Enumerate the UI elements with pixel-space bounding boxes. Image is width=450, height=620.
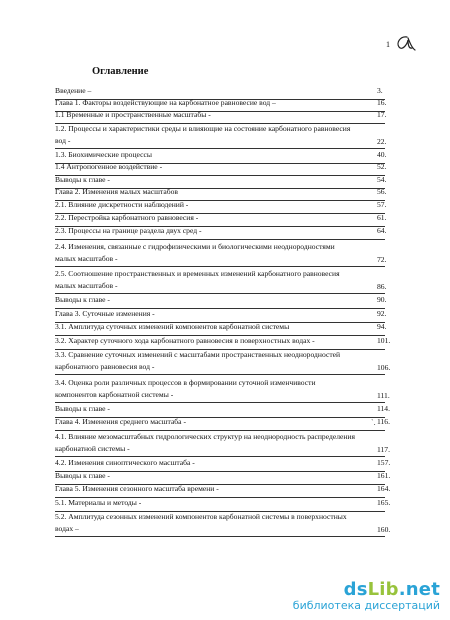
- toc-entry-title: 2.1. Влияние дискретности наблюдений -: [55, 200, 189, 209]
- toc-entry: [55, 241, 387, 265]
- toc-entry: [55, 458, 391, 470]
- toc-heading: Оглавление: [92, 66, 149, 77]
- toc-entry-page: 40.: [377, 150, 387, 159]
- toc-entry: [55, 175, 387, 187]
- toc-entry-page: 90.: [377, 295, 387, 304]
- toc-entry: [55, 471, 391, 483]
- toc-entry-page: 165.: [377, 498, 391, 507]
- toc-entry-page: 16.: [377, 98, 387, 107]
- toc-entry-title: 1.2. Процессы и характеристики среды и влияющие на состояние карбонатного равновесия вод -: [55, 124, 351, 145]
- toc-entry-page: 116.: [377, 417, 391, 426]
- toc-rule: [55, 456, 385, 457]
- toc-rule: [55, 293, 385, 294]
- toc-entry-page: 106.: [377, 363, 391, 372]
- toc-rule: [55, 536, 385, 537]
- page-number: 1: [386, 40, 390, 49]
- toc-entry-page: 117.: [377, 445, 391, 454]
- toc-entry-page: 57.: [377, 200, 387, 209]
- toc-entry-title: 2.3. Процессы на границе раздела двух сред -: [55, 226, 202, 235]
- toc-entry-title: 2.4. Изменения, связанные с гидрофизическими и биологическими неоднородностями малых масштабов -: [55, 242, 335, 263]
- toc-entry: [55, 226, 387, 238]
- toc-entry: [55, 150, 387, 162]
- toc-entry-title: 1.3. Биохимические процессы: [55, 150, 152, 159]
- toc-rule: [55, 402, 385, 403]
- toc-entry-title: 4.1. Влияние мезомасштабных гидрологических структур на неоднородность распределения карбонатной системы -: [55, 432, 355, 453]
- toc-entry-title: Глава 2. Изменения малых масштабов: [55, 187, 178, 196]
- toc-entry-title: 5.1. Материалы и методы -: [55, 498, 142, 507]
- toc-entry-page: 164.: [377, 484, 391, 493]
- toc-entry-title: 5.2. Амплитуда сезонных изменений компонентов карбонатной системы в поверхностных водах –: [55, 512, 347, 533]
- toc-entry-page: 111.: [377, 391, 390, 400]
- watermark: [293, 580, 440, 612]
- toc-entry-page: 160.: [377, 525, 391, 534]
- toc-entry: [55, 417, 391, 429]
- toc-entry: [55, 336, 391, 348]
- toc-entry: [55, 349, 391, 373]
- toc-entry-page: 22.: [377, 137, 387, 146]
- toc-entry: [55, 110, 387, 122]
- toc-entry: [55, 98, 387, 110]
- toc-entry: [55, 404, 391, 416]
- stray-mark: `.: [371, 418, 376, 427]
- toc-rule: [55, 374, 385, 375]
- watermark-subtitle: библиотека диссертаций: [292, 599, 440, 612]
- toc-entry-page: 157.: [377, 458, 391, 467]
- toc-entry: [55, 511, 391, 535]
- toc-entry: [55, 86, 383, 98]
- toc-entry-title: Выводы к главе -: [55, 175, 110, 184]
- toc-entry-page: 72.: [377, 255, 387, 264]
- toc-entry: [55, 498, 391, 510]
- toc-entry-page: 86.: [377, 282, 387, 291]
- toc-entry-page: 17.: [377, 110, 387, 119]
- toc-entry-page: 54.: [377, 175, 387, 184]
- toc-entry-title: 3.1. Амплитуда суточных изменений компонентов карбонатной системы: [55, 322, 290, 331]
- toc-entry-title: Выводы к главе -: [55, 295, 110, 304]
- toc-entry-page: 61.: [377, 213, 387, 222]
- toc-entry-page: 94.: [377, 322, 387, 331]
- toc-entry: [55, 431, 391, 455]
- watermark-logo-lib: Lib: [367, 579, 399, 600]
- watermark-logo-net: .net: [398, 579, 440, 600]
- toc-entry-title: Выводы к главе -: [55, 404, 110, 413]
- toc-entry-title: 2.2. Перестройка карбонатного равновесия -: [55, 213, 199, 222]
- toc-entry: [55, 123, 387, 147]
- toc-entry-title: Глава 4. Изменения среднего масштаба -: [55, 417, 186, 426]
- toc-entry: [55, 322, 387, 334]
- toc-rule: [55, 148, 385, 149]
- toc-entry: [55, 295, 387, 307]
- toc-entry: [55, 187, 387, 199]
- toc-entry: [55, 268, 387, 292]
- toc-entry: [55, 213, 387, 225]
- toc-entry-title: Глава 3. Суточные изменения -: [55, 309, 155, 318]
- toc-entry: [55, 484, 391, 496]
- toc-entry-page: 3.: [377, 86, 383, 95]
- toc-entry: [55, 309, 387, 321]
- toc-entry-title: 4.2. Изменения синоптического масштаба -: [55, 458, 195, 467]
- toc-entry-page: 161.: [377, 471, 391, 480]
- toc-entry-title: Введение –: [55, 86, 92, 95]
- toc-rule: [55, 266, 385, 267]
- toc-entry-title: 1.4 Антропогенное воздействие -: [55, 162, 163, 171]
- toc-entry: [55, 377, 390, 401]
- toc-entry: [55, 200, 387, 212]
- toc-entry-title: Глава 5. Изменения сезонного масштаба времени -: [55, 484, 219, 493]
- toc-entry-page: 56.: [377, 187, 387, 196]
- toc-entry-page: 114.: [377, 404, 391, 413]
- toc-rule: [55, 239, 385, 240]
- toc-entry-title: 3.2. Характер суточного хода карбонатного равновесия в поверхностных водах -: [55, 336, 315, 345]
- toc-entry-title: 3.4. Оценка роли различных процессов в формировании суточной изменчивости компонентов карбонатной системы -: [55, 378, 316, 399]
- toc-entry-page: 64.: [377, 226, 387, 235]
- toc-entry-page: 52.: [377, 162, 387, 171]
- watermark-logo: [293, 580, 440, 599]
- toc-entry-page: 92.: [377, 309, 387, 318]
- toc-entry-page: 101.: [377, 336, 391, 345]
- toc-entry-title: Глава 1. Факторы воздействующие на карбонатное равновесие вод –: [55, 98, 276, 107]
- toc-entry-title: Выводы к главе -: [55, 471, 110, 480]
- toc-entry-title: 1.1 Временные и пространственные масштабы -: [55, 110, 211, 119]
- watermark-logo-ds: ds: [343, 579, 368, 600]
- toc-entry: [55, 162, 387, 174]
- handwritten-mark: [392, 34, 418, 56]
- toc-entry-title: 3.3. Сравнение суточных изменений с масштабами пространственных неоднородностей карбонатного равновесия вод -: [55, 350, 341, 371]
- toc-entry-title: 2.5. Соотношение пространственных и временных изменений карбонатного равновесия малых масштабов -: [55, 269, 340, 290]
